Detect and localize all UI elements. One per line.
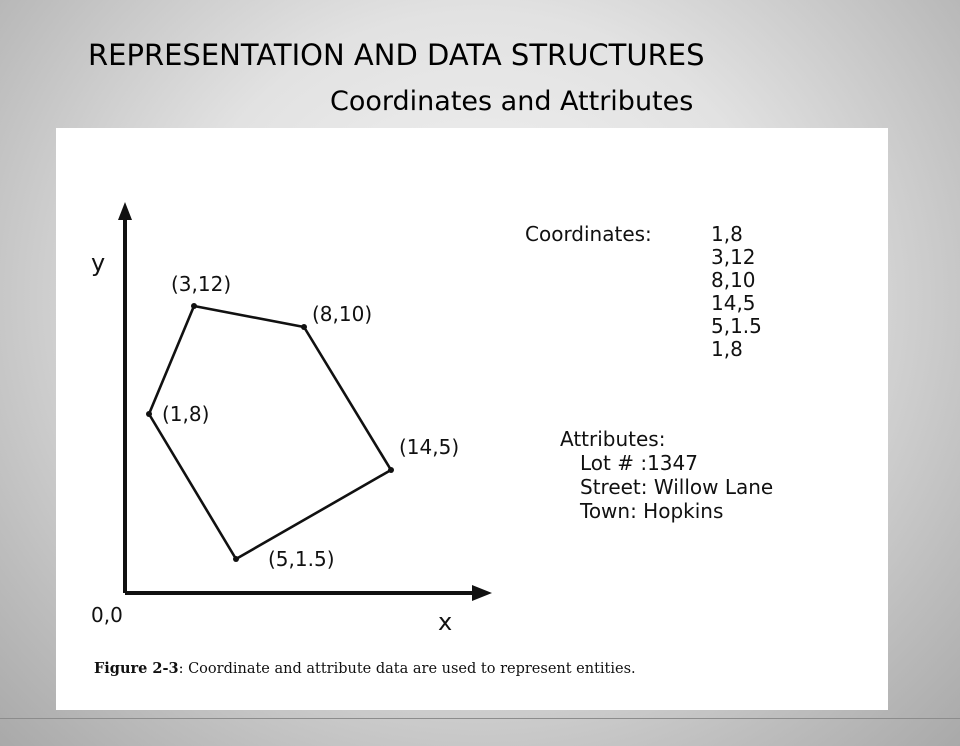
y-axis-arrow-icon [118,202,132,220]
coordinate-entry: 1,8 [711,222,743,246]
vertex-label: (8,10) [312,302,373,326]
attribute-entry: Town: Hopkins [580,499,724,523]
figure-panel [56,128,888,710]
vertex-label: (5,1.5) [268,547,335,571]
vertex-label: (14,5) [399,435,460,459]
y-axis-label: y [91,249,106,277]
coordinates-heading: Coordinates: [525,222,652,246]
coordinate-entry: 8,10 [711,268,756,292]
slide-bottom-rule [0,718,960,719]
caption-text: : Coordinate and attribute data are used to represent entities. [178,661,636,677]
coordinate-diagram [56,128,888,710]
vertex-label: (3,12) [171,272,232,296]
coordinate-entry: 1,8 [711,337,743,361]
vertex-point [191,303,197,309]
vertex-point [233,556,239,562]
vertex-point [388,467,394,473]
origin-label: 0,0 [91,603,123,627]
figure-caption [94,660,636,677]
coordinate-entry: 14,5 [711,291,756,315]
coordinate-entry: 5,1.5 [711,314,762,338]
vertex-point [301,324,307,330]
slide-title: REPRESENTATION AND DATA STRUCTURES [88,38,705,72]
vertex-point [146,411,152,417]
attribute-entry: Lot # :1347 [580,451,698,475]
caption-label: Figure 2-3 [94,660,179,677]
vertex-label: (1,8) [162,402,210,426]
x-axis-label: x [438,608,453,636]
x-axis-arrow-icon [472,585,492,601]
attributes-heading: Attributes: [560,427,666,451]
lot-polygon [149,306,391,559]
slide-subtitle: Coordinates and Attributes [330,86,694,117]
coordinate-entry: 3,12 [711,245,756,269]
attribute-entry: Street: Willow Lane [580,475,774,499]
